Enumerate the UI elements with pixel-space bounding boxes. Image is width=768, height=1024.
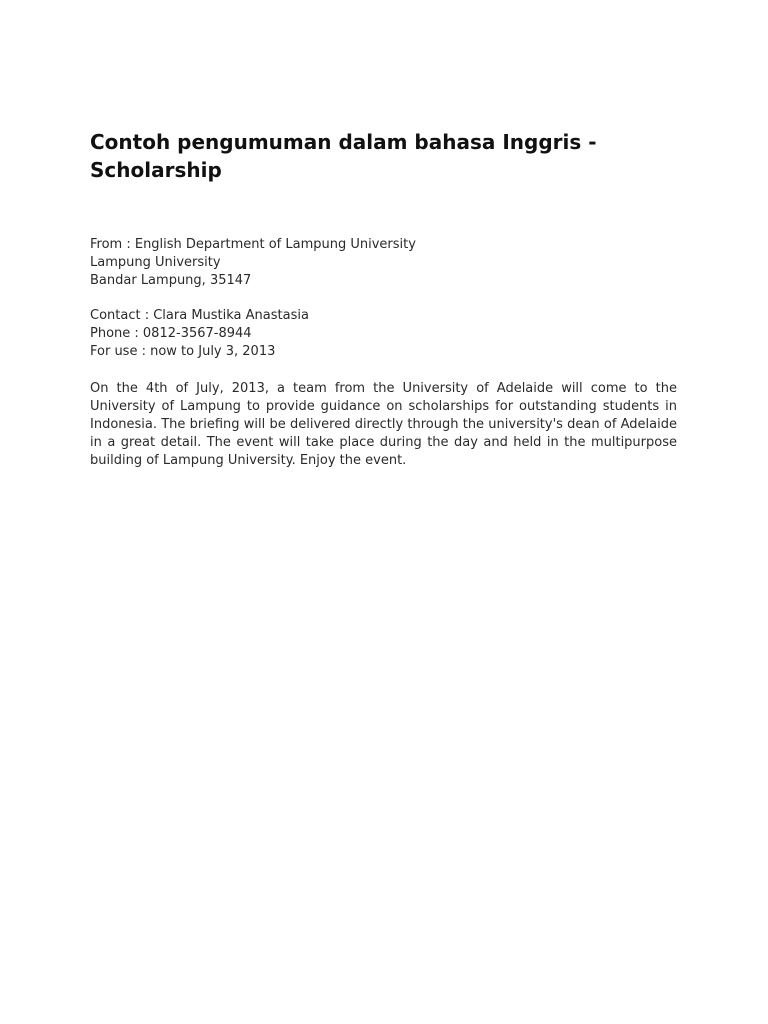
contact-name-line: Contact : Clara Mustika Anastasia [90, 308, 309, 323]
sender-city-line: Bandar Lampung, 35147 [90, 273, 252, 288]
sender-block [90, 236, 690, 290]
sender-address-line: Lampung University [90, 255, 221, 270]
title-line-1: Contoh pengumuman dalam bahasa Inggris - [90, 130, 597, 154]
usage-period-line: For use : now to July 3, 2013 [90, 344, 276, 359]
contact-phone-line: Phone : 0812-3567-8944 [90, 326, 252, 341]
sender-line: From : English Department of Lampung University [90, 237, 416, 252]
contact-block [90, 307, 690, 361]
announcement-body: On the 4th of July, 2013, a team from the University of Adelaide will come to the University of Lampung to provide guidance on scholarships for outstanding students in Indonesia. The briefing will be delivered directly through the university's dean of Adelaide in a great detail. The event will take place during the day and held in the multipurpose building of Lampung University. Enjoy the event. [90, 381, 677, 468]
document-title [90, 128, 690, 184]
title-line-2: Scholarship [90, 158, 222, 182]
